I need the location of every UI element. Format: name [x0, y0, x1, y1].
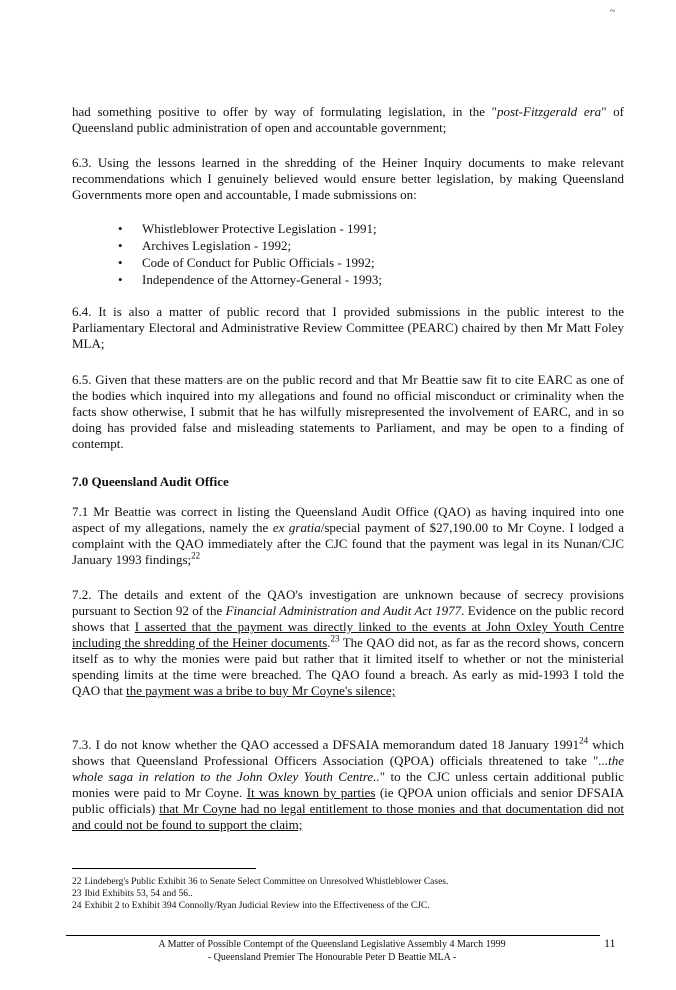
p73-text-f: (ie QPOA union officials and senior DFSAIA public officials)	[72, 785, 625, 816]
footnote-ref-23: 23	[330, 633, 340, 644]
section-heading-7-0: 7.0 Queensland Audit Office	[72, 474, 229, 489]
footnotes	[72, 876, 448, 912]
p72-text-a: 7.2. The details and extent of the QAO's investigation are unknown because of secrecy provisions pursuant to Section 92 of the	[72, 587, 624, 618]
p73-underlined-known: It was known by parties	[246, 785, 376, 800]
p73-quote: ...the whole saga in relation to the John Oxley Youth Centre..	[72, 753, 624, 784]
page-number: 11	[604, 936, 616, 950]
p73-text-a: 7.3. I do not know whether the QAO accessed a DFSAIA memorandum dated 18 January 1991	[72, 737, 580, 752]
p73-underlined-entitlement: that Mr Coyne had no legal entitlement to those monies and that documentation did not and could not be found to support the claim;	[72, 801, 624, 832]
p71-text-c: /special payment of $27,190.00 to Mr Coyne. I lodged a complaint with the QAO immediately after the CJC found that the payment was legal in its Nunan/CJC January 1993 findings;	[72, 520, 624, 567]
list-item: • Code of Conduct for Public Officials - 1992;	[118, 254, 382, 271]
footnote-number: 24	[72, 901, 82, 911]
intro-text-c: " of Queensland public administration of open and accountable government;	[72, 104, 625, 135]
corner-mark: ~	[610, 6, 616, 17]
footer-rule	[66, 935, 600, 936]
p72-underlined-bribe: the payment was a bribe to buy Mr Coyne's silence;	[126, 683, 396, 698]
footnote-text: Lindeberg's Public Exhibit 36 to Senate Select Committee on Unresolved Whistleblower Cases.	[84, 877, 449, 887]
p64-text: 6.4. It is also a matter of public record that I provided submissions in the public interest to the Parliamentary Electoral and Administrative Review Committee (PEARC) chaired by then Mr Matt Foley MLA;	[72, 304, 624, 351]
paragraph-7-3	[72, 737, 624, 833]
footnote-ref-22: 22	[191, 550, 201, 561]
p71-text-b: ex gratia	[272, 520, 321, 535]
footnote-text: Exhibit 2 to Exhibit 394 Connolly/Ryan Judicial Review into the Effectiveness of the CJC.	[84, 901, 430, 911]
p72-text-b: Financial Administration and Audit Act 1977	[225, 603, 462, 618]
footnote-22	[72, 876, 448, 888]
footer-line-1: A Matter of Possible Contempt of the Queensland Legislative Assembly 4 March 1999	[158, 939, 506, 950]
list-item: • Independence of the Attorney-General - 1993;	[118, 271, 382, 288]
p73-text-b: which shows that Queensland Professional Officers Association (QPOA) officials threatened to take "	[72, 737, 624, 768]
footnote-ref-24: 24	[579, 735, 589, 746]
paragraph-7-1	[72, 504, 624, 568]
p73-text-d: " to the CJC unless certain additional public monies were paid to Mr Coyne.	[72, 769, 624, 800]
p65-text: 6.5. Given that these matters are on the public record and that Mr Beattie saw fit to cite EARC as one of the bodies which inquired into my allegations and found no official misconduct or criminality when the facts show otherwise, I submit that he has wilfully misrepresented the involvement of EARC, and in so doing has provided false and misleading statements to Parliament, and may be open to a finding of contempt.	[72, 372, 624, 451]
footnote-number: 22	[72, 877, 82, 887]
p72-text-c: . Evidence on the public record shows that	[72, 603, 624, 634]
paragraph-6-5	[72, 372, 624, 452]
p71-text-a: 7.1 Mr Beattie was correct in listing the Queensland Audit Office (QAO) as having inquired into one aspect of my allegations, namely the	[72, 504, 624, 535]
list-item: • Archives Legislation - 1992;	[118, 237, 382, 254]
p63-text: 6.3. Using the lessons learned in the shredding of the Heiner Inquiry documents to make relevant recommendations which I genuinely believed would ensure better legislation, by making Queensland Governments more open and accountable, I made submissions on:	[72, 155, 624, 202]
page-footer	[72, 938, 592, 964]
footnote-24	[72, 900, 448, 912]
p72-underlined-assertion: I asserted that the payment was directly linked to the events at John Oxley Youth Centre including the shredding of the Heiner documents	[72, 619, 624, 650]
intro-text-b: post-Fitzgerald era	[497, 104, 602, 119]
footnote-number: 23	[72, 889, 82, 899]
paragraph-6-3	[72, 155, 624, 203]
p72-text-e: .	[327, 635, 331, 650]
footer-line-2: - Queensland Premier The Honourable Peter D Beattie MLA -	[207, 952, 457, 963]
footnote-23	[72, 888, 448, 900]
footnote-separator	[72, 868, 256, 869]
paragraph-7-2	[72, 587, 624, 699]
paragraph-6-4	[72, 304, 624, 352]
paragraph-intro-continuation	[72, 104, 624, 136]
submissions-list	[118, 220, 382, 288]
p72-text-f: The QAO did not, as far as the record shows, concern itself as to why the monies were paid but rather that it limited itself to whether or not the ministerial spending limits at the time were breached. The QAO found a breach. As early as mid-1993 I told the QAO that	[72, 635, 624, 698]
list-item: • Whistleblower Protective Legislation - 1991;	[118, 220, 382, 237]
footnote-text: Ibid Exhibits 53, 54 and 56..	[84, 889, 193, 899]
intro-text-a: had something positive to offer by way of formulating legislation, in the "	[72, 104, 497, 119]
